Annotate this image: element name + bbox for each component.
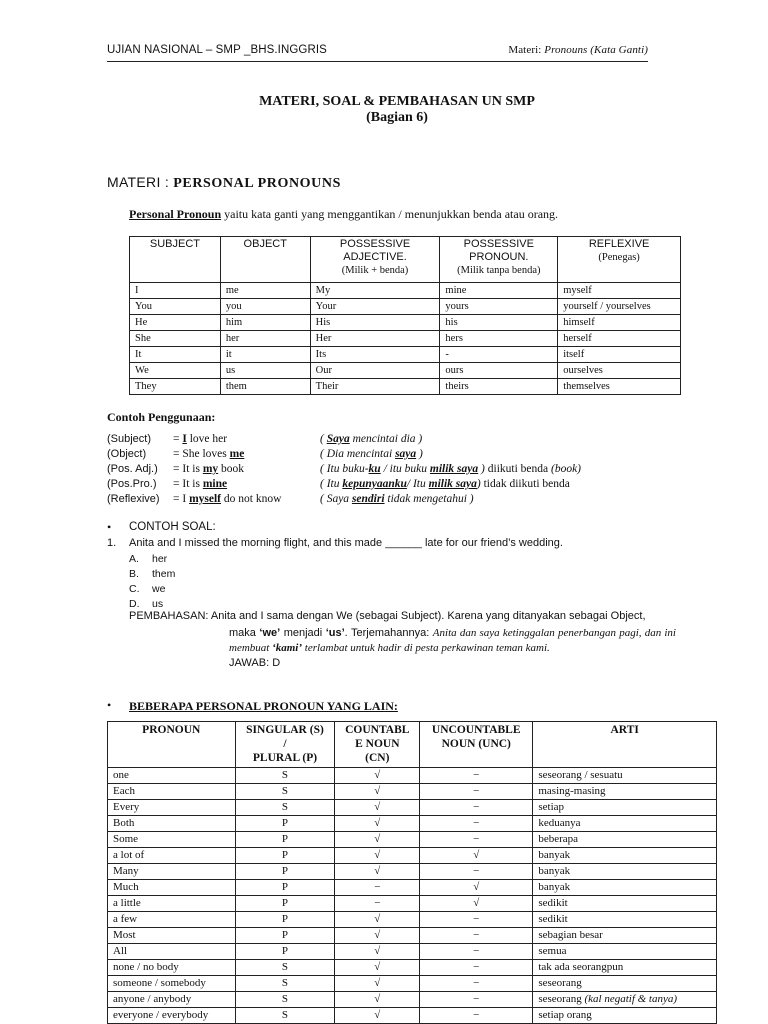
arti-text: seseorang [538,977,582,989]
pronoun-cell: a little [108,896,236,912]
col-header-sp-b: / [283,738,287,750]
table-cell: mine [440,283,558,299]
table-cell: We [130,363,221,379]
sp-cell: P [235,864,335,880]
table-cell: Her [310,331,440,347]
lain-heading-text: BEBERAPA PERSONAL PRONOUN YANG LAIN: [129,699,398,713]
col-header-main: OBJECT [243,238,287,250]
unc-cell: − [420,928,533,944]
table-row [108,864,717,880]
materi-heading [107,174,341,192]
table-cell: I [130,283,221,299]
cn-cell: √ [335,912,420,928]
col-header-unc [420,722,533,768]
unc-cell: − [420,768,533,784]
col-header-main: REFLEXIVE [588,238,650,250]
pronoun-cell: Much [108,880,236,896]
pb-kami: ‘kami’ [272,642,303,654]
table-cell: Their [310,379,440,395]
header-right-topic: Pronouns (Kata Ganti) [544,44,648,56]
arti-cell [533,1008,717,1024]
example-translation [320,493,474,505]
tr-key-2: milik saya [428,478,477,490]
arti-cell [533,944,717,960]
table-cell: yourself / yourselves [558,299,681,315]
table-cell: They [130,379,221,395]
unc-cell: − [420,1008,533,1024]
sp-cell: S [235,976,335,992]
pembahasan-label: PEMBAHASAN: [129,610,209,622]
option-we [129,583,165,595]
header-left: UJIAN NASIONAL – SMP _BHS.INGGRIS [107,44,327,56]
col-header-1 [220,237,310,283]
col-header-4 [558,237,681,283]
unc-cell: − [420,912,533,928]
example-label: (Pos.Pro.) [107,478,157,490]
table-cell: theirs [440,379,558,395]
col-header-main: POSSESSIVE PRONOUN. [463,238,534,263]
col-header-cn-a: COUNTABL [345,724,410,736]
table-cell: her [220,331,310,347]
table-cell: themselves [558,379,681,395]
unc-cell: − [420,944,533,960]
arti-cell [533,928,717,944]
col-header-2 [310,237,440,283]
tr-post: / itu buku [380,463,430,475]
example-sentence [173,448,244,460]
pb-we: ‘we’ [259,627,281,639]
option-text: us [152,598,164,610]
option-letter: A. [129,553,139,565]
example-pre: = She loves [173,448,230,460]
table-cell: itself [558,347,681,363]
bullet-icon: • [107,698,112,712]
table-cell: them [220,379,310,395]
col-header-cn-b: E NOUN [355,738,400,750]
cn-cell: √ [335,768,420,784]
intro-text [129,207,558,222]
header-rule [107,61,648,62]
tr-key-2: milik saya [429,463,479,475]
example-pre: = It is [173,478,203,490]
arti-text: beberapa [538,833,579,845]
note: diikuti benda [484,463,551,475]
cn-cell: √ [335,816,420,832]
example-label: (Object) [107,448,147,460]
pb-terj: . Terjemahannya: [344,627,433,639]
col-header-sp-c: PLURAL (P) [252,752,318,764]
pb-menjadi: menjadi [280,627,326,639]
arti-cell [533,784,717,800]
table-row [108,880,717,896]
cn-cell: √ [335,848,420,864]
arti-italic: (kal negatif & tanya) [584,993,678,1005]
intro-term: Personal Pronoun [129,207,222,221]
pronoun-cell: All [108,944,236,960]
tr-pre: ( [320,433,327,445]
cn-cell: √ [335,928,420,944]
arti-text: seseorang [538,993,585,1005]
pronoun-cell: a lot of [108,848,236,864]
table-cell: it [220,347,310,363]
example-label: (Subject) [107,433,152,445]
col-header-pronoun-text: PRONOUN [142,724,201,736]
contoh-soal-label: CONTOH SOAL: [129,521,216,533]
col-header-sp [235,722,335,768]
pronoun-cell: Each [108,784,236,800]
unc-cell: √ [420,880,533,896]
arti-cell [533,864,717,880]
table-cell: It [130,347,221,363]
sp-cell: P [235,912,335,928]
sp-cell: P [235,848,335,864]
pronoun-cell: none / no body [108,960,236,976]
arti-text: banyak [538,865,571,877]
sp-cell: P [235,880,335,896]
table-cell: himself [558,315,681,331]
example-key: my [202,463,219,475]
example-pre: = [173,433,183,445]
arti-cell [533,960,717,976]
unc-cell: √ [420,848,533,864]
arti-text: setiap orang [538,1009,592,1021]
tr-key: ku [368,463,381,475]
cn-cell: √ [335,864,420,880]
sp-cell: P [235,816,335,832]
pb-translation-1: Anita dan saya ketinggalan penerbangan pagi, dan ini membuat [229,627,676,654]
bullet-icon: • [107,520,112,534]
option-them [129,568,175,580]
contoh-title: Contoh Penggunaan: [107,410,216,424]
table-row [130,299,681,315]
table-cell: us [220,363,310,379]
arti-text: banyak [538,849,571,861]
table-row [108,896,717,912]
table-row [108,832,717,848]
arti-cell [533,880,717,896]
table-row [108,1008,717,1024]
table-row [108,960,717,976]
sp-cell: P [235,896,335,912]
col-header-arti-text: ARTI [610,724,639,736]
example-post: book [218,463,245,475]
example-sentence [173,478,227,490]
question-text: Anita and I missed the morning flight, and this made ______ late for our friend’s wedding. [129,537,563,549]
example-key: myself [189,493,222,505]
table-cell: He [130,315,221,331]
option-her [129,553,167,565]
tr-pre: ( Saya [320,493,352,505]
other-pronoun-table [107,721,717,1024]
table-cell: myself [558,283,681,299]
table-row [130,347,681,363]
example-translation [320,433,422,445]
example-post: love her [186,433,228,445]
page-title: MATERI, SOAL & PEMBAHASAN UN SMP [259,94,535,109]
arti-cell [533,992,717,1008]
header-right-prefix: Materi: [508,44,545,56]
table-row [108,992,717,1008]
example-label: (Reflexive) [107,493,160,505]
sp-cell: P [235,928,335,944]
arti-text: keduanya [538,817,581,829]
pembahasan [129,610,646,622]
sp-cell: S [235,768,335,784]
example-key: me [229,448,245,460]
table-row [108,848,717,864]
arti-text: seseorang / sesuatu [538,769,623,781]
example-pre: = It is [173,463,203,475]
table-row [108,800,717,816]
note: tidak diikuti benda [480,478,570,490]
cn-cell: √ [335,944,420,960]
table-row [130,315,681,331]
unc-cell: − [420,784,533,800]
sp-cell: S [235,800,335,816]
example-label: (Pos. Adj.) [107,463,158,475]
unc-cell: − [420,976,533,992]
tr-key: kepunyaanku [342,478,407,490]
pb-maka: maka [229,627,260,639]
col-header-sub: (Milik + benda) [341,265,409,276]
example-translation [320,448,423,460]
table-row [108,784,717,800]
example-sentence [173,463,244,475]
option-text: her [152,553,168,565]
col-header-sub: (Milik tanpa benda) [457,265,541,276]
example-translation [320,478,570,490]
col-header-sub: (Penegas) [598,252,640,263]
question-1 [107,537,563,549]
table-row [108,816,717,832]
arti-text: setiap [538,801,565,813]
arti-text: sedikit [538,913,568,925]
materi-prefix: MATERI : [107,174,174,190]
cn-cell: √ [335,976,420,992]
tr-post: tidak mengetahui ) [384,493,474,505]
arti-cell [533,816,717,832]
unc-cell: − [420,864,533,880]
sp-cell: S [235,960,335,976]
pb-translation-2: terlambat untuk hadir di pesta perkawinan teman kami. [302,642,550,654]
table-row [108,928,717,944]
table-cell: - [440,347,558,363]
example-pre: = I [173,493,190,505]
col-header-arti [533,722,717,768]
pronoun-cell: one [108,768,236,784]
table-row [130,331,681,347]
col-header-cn [335,722,420,768]
cn-cell: √ [335,960,420,976]
unc-cell: − [420,816,533,832]
cn-cell: √ [335,832,420,848]
arti-cell [533,832,717,848]
arti-cell [533,800,717,816]
table-cell: you [220,299,310,315]
table-row [108,944,717,960]
tr-post: mencintai dia ) [349,433,423,445]
table-cell: him [220,315,310,331]
sp-cell: S [235,1008,335,1024]
pronoun-cell: Most [108,928,236,944]
tr-post: ) [416,448,423,460]
table-cell: His [310,315,440,331]
table-cell: Our [310,363,440,379]
tr-pre: ( Itu buku- [320,463,369,475]
pronoun-cell: a few [108,912,236,928]
table-cell: You [130,299,221,315]
note-italic: (book) [551,463,582,475]
arti-cell [533,912,717,928]
cn-cell: − [335,880,420,896]
table-cell: Your [310,299,440,315]
table-cell: Its [310,347,440,363]
table-row [130,379,681,395]
tr-key: saya [395,448,417,460]
table-cell: She [130,331,221,347]
pronoun-table [129,236,681,395]
example-key: mine [202,478,228,490]
sp-cell: P [235,944,335,960]
sp-cell: S [235,784,335,800]
arti-cell [533,976,717,992]
option-letter: B. [129,568,139,580]
jawab: JAWAB: D [229,657,281,669]
tr-post: / Itu [406,478,429,490]
tr-key: sendiri [351,493,385,505]
cn-cell: − [335,896,420,912]
sp-cell: S [235,992,335,1008]
cn-cell: √ [335,800,420,816]
unc-cell: √ [420,896,533,912]
materi-topic: PERSONAL PRONOUNS [173,176,341,191]
tr-pre: ( Dia mencintai [320,448,396,460]
example-post: do not know [221,493,282,505]
option-text: them [152,568,176,580]
col-header-cn-c: (CN) [365,752,390,764]
cn-cell: √ [335,1008,420,1024]
table-cell: yours [440,299,558,315]
table-cell: My [310,283,440,299]
option-letter: C. [129,583,140,595]
col-header-unc-b: NOUN (UNC) [441,738,511,750]
table-cell: his [440,315,558,331]
col-header-3 [440,237,558,283]
table-row [108,768,717,784]
unc-cell: − [420,992,533,1008]
table-row [108,976,717,992]
col-header-sp-a: SINGULAR (S) [246,724,324,736]
tr-pre: ( Itu [320,478,343,490]
cn-cell: √ [335,992,420,1008]
table-cell: herself [558,331,681,347]
pronoun-cell: anyone / anybody [108,992,236,1008]
tr-post-2: ) [478,463,485,475]
col-header-unc-a: UNCOUNTABLE [431,724,521,736]
pronoun-cell: Some [108,832,236,848]
arti-text: tak ada seorangpun [538,961,624,973]
header-right [508,44,648,56]
arti-text: banyak [538,881,571,893]
arti-text: semua [538,945,567,957]
col-header-pronoun [108,722,236,768]
cn-cell: √ [335,784,420,800]
unc-cell: − [420,800,533,816]
pronoun-cell: Many [108,864,236,880]
example-translation [320,463,581,475]
tr-key: Saya [326,433,350,445]
table-cell: ourselves [558,363,681,379]
example-sentence [173,433,227,445]
pronoun-cell: Both [108,816,236,832]
table-cell: ours [440,363,558,379]
col-header-0 [130,237,221,283]
question-number: 1. [107,537,117,549]
col-header-main: SUBJECT [149,238,200,250]
table-cell: me [220,283,310,299]
intro-rest: yaitu kata ganti yang menggantikan / menunjukkan benda atau orang. [221,207,559,221]
example-sentence [173,493,281,505]
arti-text: masing-masing [538,785,606,797]
option-us [129,598,163,610]
table-row [108,912,717,928]
pb-us: ‘us’ [325,627,345,639]
pembahasan-first: Anita and I sama dengan We (sebagai Subject). Karena yang ditanyakan sebagai Object, [210,610,646,622]
arti-cell [533,848,717,864]
unc-cell: − [420,832,533,848]
example-key: I [182,433,187,445]
option-letter: D. [129,598,140,610]
pembahasan-body [229,626,676,671]
sp-cell: P [235,832,335,848]
tr-post-2: ) [476,478,481,490]
arti-cell [533,896,717,912]
arti-cell [533,768,717,784]
pronoun-cell: everyone / everybody [108,1008,236,1024]
table-cell: hers [440,331,558,347]
unc-cell: − [420,960,533,976]
pronoun-cell: Every [108,800,236,816]
arti-text: sedikit [538,897,568,909]
arti-text: sebagian besar [538,929,603,941]
page-subtitle: (Bagian 6) [366,110,428,125]
col-header-main: POSSESSIVE ADJECTIVE. [339,238,411,263]
table-row [130,283,681,299]
pronoun-cell: someone / somebody [108,976,236,992]
option-text: we [152,583,166,595]
table-row [130,363,681,379]
